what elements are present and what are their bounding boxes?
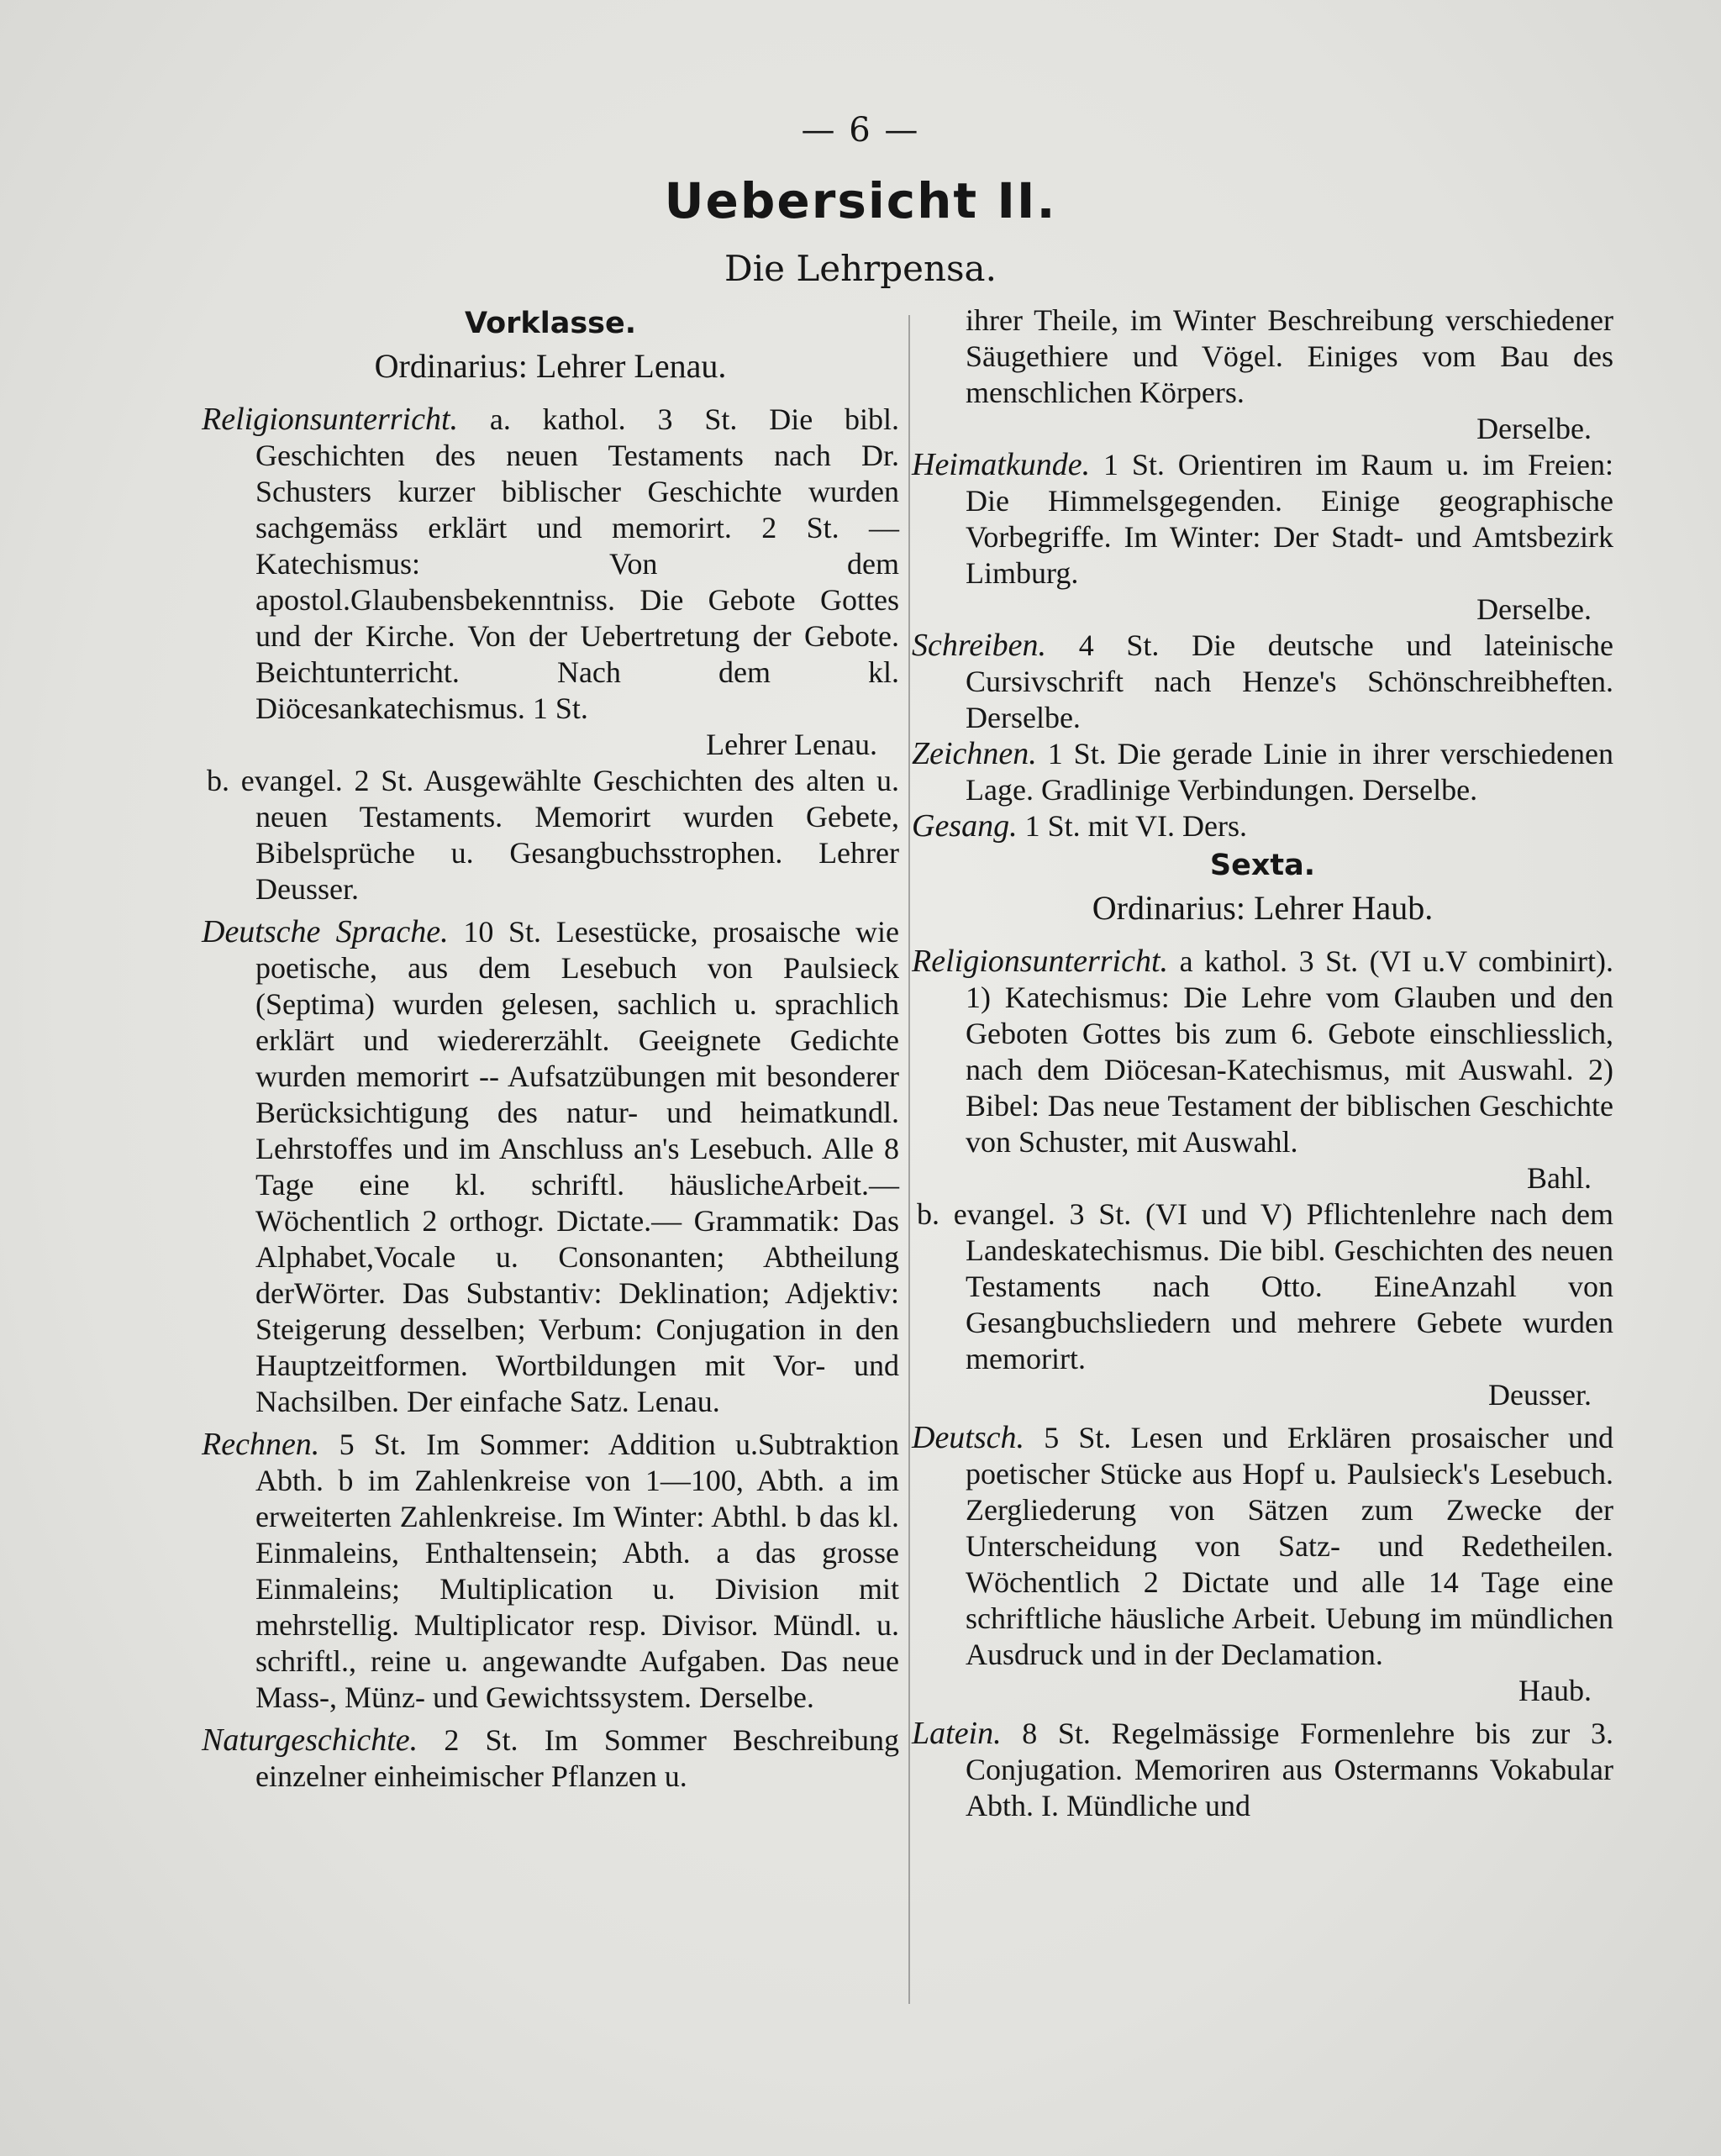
entry-text: 1 St. Die gerade Linie in ihrer verschiedenen Lage. Gradlinige Verbindungen. Derselbe. bbox=[966, 737, 1614, 807]
ordinarius-vorklasse: Ordinarius: Lehrer Lenau. bbox=[374, 347, 727, 385]
entry-religion-evangel: b. evangel. 2 St. Ausgewählte Geschichten des alten u. neuen Testaments. Memorirt wurden Gebete, Bibelsprüche u. Gesangbuchsstrophen. Lehrer Deusser. bbox=[207, 764, 899, 906]
entry-text: 1 St. Orientiren im Raum u. im Freien: Die Himmelsgegenden. Einige geographische Vorbegriffe. Im Winter: Der Stadt- und Amtsbezirk Limburg. bbox=[966, 448, 1613, 590]
subject-label: Zeichnen. bbox=[912, 736, 1037, 771]
entry-religion-evangel: b. evangel. 3 St. (VI und V) Pflichtenlehre nach dem Landeskatechismus. Die bibl. Geschichten des neuen Testaments nach Otto. EineAnzahl von Gesangbuchsliedern und mehrere Gebete wurden memorirt. bbox=[917, 1197, 1613, 1375]
entry-text: 8 St. Regelmässige Formenlehre bis zur 3. Conjugation. Memoriren aus Ostermanns Vokabular Abth. I. Mündliche und bbox=[966, 1717, 1613, 1822]
entry-deutsch bbox=[912, 1420, 1613, 1673]
entry-naturgeschichte-cont: ihrer Theile, im Winter Beschreibung verschiedener Säugethiere und Vögel. Einiges vom Bau des menschlichen Körpers. bbox=[966, 303, 1613, 409]
entry-text: a. kathol. 3 St. Die bibl. Geschichten des neuen Testaments nach Dr. Schusters kurzer biblischer Geschichte wurden sachgemäss erklärt und memorirt. 2 St. — Katechismus: Von dem apostol.Glaubensbekenntniss. Die Gebote Gottes und der Kirche. Von der Uebertretung der Gebote. Beichtunterricht. Nach dem kl. Diöcesankatechismus. 1 St. bbox=[255, 402, 900, 725]
entry-gesang bbox=[912, 808, 1613, 844]
entry-latein bbox=[912, 1716, 1613, 1824]
entry-text: 5 St. Im Sommer: Addition u.Subtraktion Abth. b im Zahlenkreise von 1—100, Abth. a im erweiterten Zahlenkreise. Im Winter: Abthl. b das kl. Einmaleins, Enthaltensein; Abth. a das grosse Einmaleins; Multiplication u. Division mit mehrstellig. Multiplicator resp. Divisor. Mündl. u. schriftl., reine u. angewandte Aufgaben. Das neue Mass-, Münz- und Gewichtssystem. Derselbe. bbox=[255, 1428, 899, 1714]
subject-label: Gesang. bbox=[912, 808, 1018, 844]
entry-heimatkunde bbox=[912, 447, 1613, 592]
entry-schreiben bbox=[912, 628, 1613, 736]
section-title-sexta: Sexta. bbox=[1209, 849, 1316, 882]
entry-text: 10 St. Lesestücke, prosaische wie poetische, aus dem Lesebuch von Paulsieck (Septima) wurden gelesen, sachlich u. sprachlich erklärt und wiedererzählt. Geeignete Gedichte wurden memorirt -- Aufsatzübungen mit besonderer Berücksichtigung des natur- und heimatkundl. Lehrstoffes und im Anschluss an's Lesebuch. Alle 8 Tage eine kl. schriftl. häuslicheArbeit.—Wöchentlich 2 orthogr. Dictate.— Grammatik: Das Alphabet,Vocale u. Consonanten; Abtheilung derWörter. Das Substantiv: Deklination; Adjektiv: Steigerung desselben; Verbum: Conjugation in den Hauptzeitformen. Wortbildungen mit Vor- und Nachsilben. Der einfache Satz. Lenau. bbox=[255, 915, 899, 1418]
entry-text: 2 St. Im Sommer Beschreibung einzelner einheimischer Pflanzen u. bbox=[255, 1723, 900, 1793]
subject-label: Schreiben. bbox=[912, 628, 1047, 663]
ordinarius-sexta: Ordinarius: Lehrer Haub. bbox=[1092, 889, 1434, 927]
entry-text: 1 St. mit VI. Ders. bbox=[1024, 809, 1247, 843]
signature: Bahl. bbox=[1527, 1161, 1592, 1195]
signature: Haub. bbox=[1518, 1674, 1592, 1707]
entry-text: 4 St. Die deutsche und lateinische Cursivschrift nach Henze's Schönschreibheften. Derselbe. bbox=[966, 628, 1614, 734]
column-divider bbox=[908, 315, 910, 2004]
subject-label: Deutsch. bbox=[912, 1420, 1025, 1455]
entry-deutsche-sprache bbox=[202, 914, 899, 1420]
signature: Deusser. bbox=[1488, 1378, 1592, 1412]
entry-zeichnen bbox=[912, 736, 1613, 808]
subject-label: Deutsche Sprache. bbox=[202, 914, 449, 949]
right-column bbox=[912, 302, 1613, 1824]
subject-label: Religionsunterricht. bbox=[912, 944, 1169, 979]
entry-text: 5 St. Lesen und Erklären prosaischer und poetischer Stücke aus Hopf u. Paulsieck's Lesebuch. Zergliederung von Sätzen zum Zwecke der Unterscheidung von Satz- und Redetheilen. Wöchentlich 2 Dictate und alle 14 Tage eine schriftliche häusliche Arbeit. Uebung im mündlichen Ausdruck und in der Declamation. bbox=[966, 1421, 1614, 1671]
signature: Lehrer Lenau. bbox=[706, 728, 877, 761]
entry-naturgeschichte bbox=[202, 1722, 899, 1795]
signature: Derselbe. bbox=[1476, 412, 1592, 445]
subject-label: Heimatkunde. bbox=[912, 447, 1091, 482]
subject-label: Latein. bbox=[912, 1716, 1002, 1751]
page-subtitle: Die Lehrpensa. bbox=[724, 248, 997, 289]
subject-label: Religionsunterricht. bbox=[202, 402, 459, 437]
subject-label: Rechnen. bbox=[202, 1427, 320, 1462]
signature: Derselbe. bbox=[1476, 592, 1592, 626]
page-number: — 6 — bbox=[801, 111, 920, 150]
page-title: Uebersicht II. bbox=[664, 172, 1057, 229]
entry-religion-kathol bbox=[202, 402, 899, 727]
subject-label: Naturgeschichte. bbox=[202, 1722, 418, 1758]
entry-religion-kathol bbox=[912, 944, 1613, 1160]
entry-rechnen bbox=[202, 1427, 899, 1716]
left-column bbox=[202, 302, 899, 1795]
section-title-vorklasse: Vorklasse. bbox=[464, 307, 637, 340]
entry-text: a kathol. 3 St. (VI u.V combinirt). 1) Katechismus: Die Lehre vom Glauben und den Geboten Gottes bis zum 6. Gebote einschliesslich, nach dem Diöcesan-Katechismus, mit Auswahl. 2) Bibel: Das neue Testament der biblischen Geschichte von Schuster, mit Auswahl. bbox=[966, 944, 1613, 1159]
